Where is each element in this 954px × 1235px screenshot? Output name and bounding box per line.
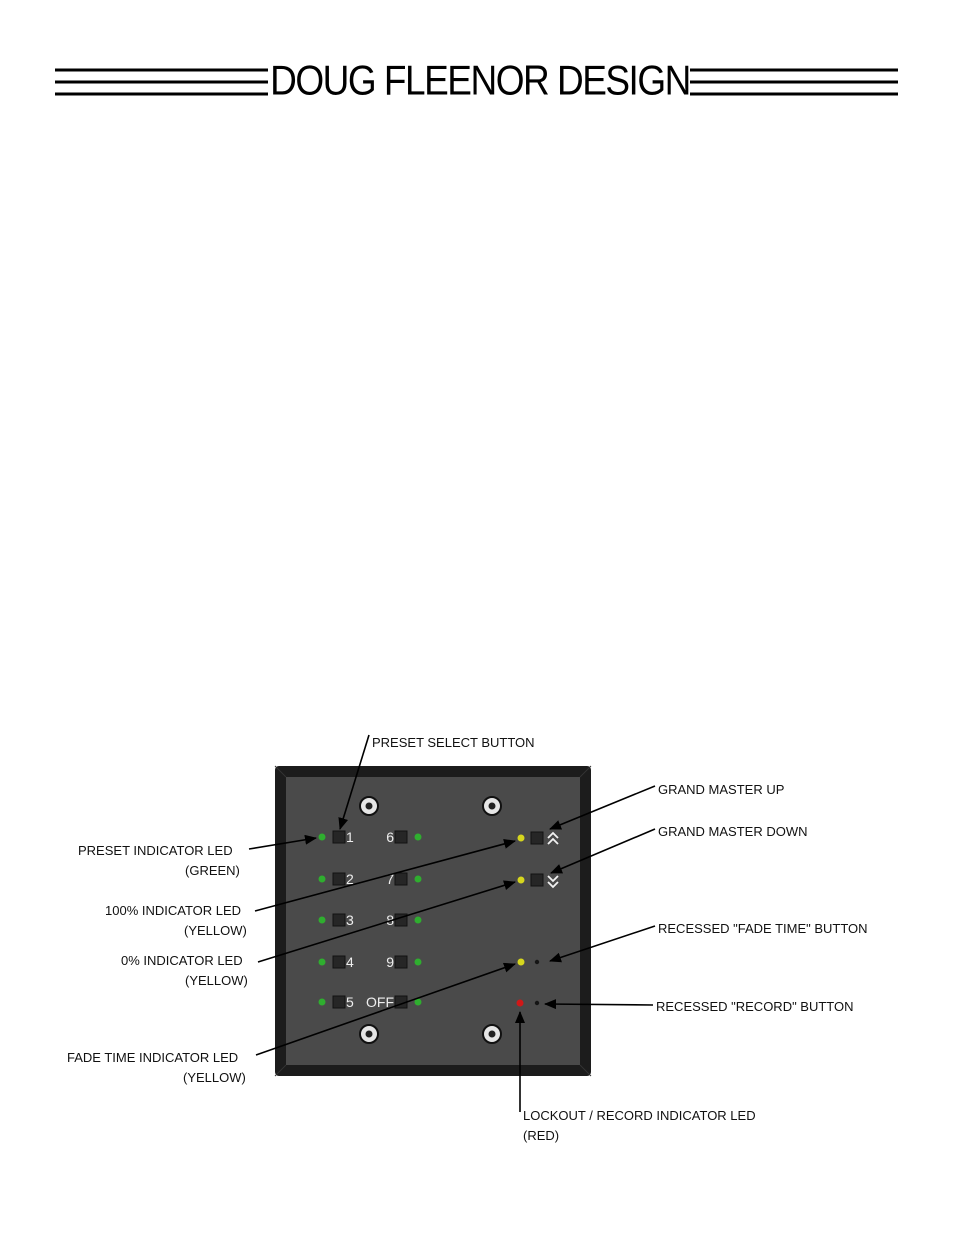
screw-icon	[483, 797, 501, 815]
label-grand-master-up: GRAND MASTER UP	[658, 782, 785, 797]
preset-led-green	[415, 834, 422, 841]
label-zero-indicator-led: 0% INDICATOR LED	[121, 953, 243, 968]
label-grand-master-down: GRAND MASTER DOWN	[658, 824, 808, 839]
screw-icon	[483, 1025, 501, 1043]
preset-label-2: 2	[346, 871, 354, 887]
preset-led-green	[319, 999, 326, 1006]
preset-button-7[interactable]	[395, 873, 407, 885]
label-lockout-record-color: (RED)	[523, 1128, 560, 1143]
preset-button-6[interactable]	[395, 831, 407, 843]
zero-indicator-led	[518, 877, 525, 884]
preset-button-9[interactable]	[395, 956, 407, 968]
preset-label-4: 4	[346, 954, 354, 970]
label-fade-time-indicator-led: FADE TIME INDICATOR LED	[67, 1050, 239, 1065]
plate-face	[286, 777, 580, 1065]
label-preset-indicator-led: PRESET INDICATOR LED	[78, 843, 233, 858]
full-indicator-led	[518, 835, 525, 842]
label-full-indicator-led: 100% INDICATOR LED	[105, 903, 242, 918]
preset-button-1[interactable]	[333, 831, 345, 843]
screw-icon	[360, 797, 378, 815]
label-preset-indicator-color: (GREEN)	[185, 863, 240, 878]
preset-led-green	[319, 834, 326, 841]
screw-icon	[360, 1025, 378, 1043]
grand-master-up-button[interactable]	[531, 832, 543, 844]
preset-label-off: OFF	[366, 994, 394, 1010]
preset-label-7: 7	[386, 871, 394, 887]
brand-title: DOUG FLEENOR DESIGN	[270, 57, 690, 104]
preset-button-2[interactable]	[333, 873, 345, 885]
arrow-record-button	[545, 1004, 653, 1005]
preset-button-3[interactable]	[333, 914, 345, 926]
preset-label-5: 5	[346, 994, 354, 1010]
grand-master-down-button[interactable]	[531, 874, 543, 886]
label-fade-time-indicator-color: (YELLOW)	[183, 1070, 246, 1085]
preset-led-green	[415, 917, 422, 924]
label-fade-time-button: RECESSED "FADE TIME" BUTTON	[658, 921, 868, 936]
label-record-button: RECESSED "RECORD" BUTTON	[656, 999, 854, 1014]
preset-label-3: 3	[346, 912, 354, 928]
label-preset-select-button: PRESET SELECT BUTTON	[372, 735, 535, 750]
preset-label-9: 9	[386, 954, 394, 970]
label-lockout-record-led: LOCKOUT / RECORD INDICATOR LED	[523, 1108, 756, 1123]
fade-time-indicator-led	[518, 959, 525, 966]
preset-label-6: 6	[386, 829, 394, 845]
preset-led-green	[319, 917, 326, 924]
preset-led-green	[319, 876, 326, 883]
fade-time-recessed-button[interactable]	[535, 960, 539, 964]
preset-led-green	[415, 876, 422, 883]
preset-button-5[interactable]	[333, 996, 345, 1008]
preset-button-4[interactable]	[333, 956, 345, 968]
preset-led-green	[415, 959, 422, 966]
preset-label-8: 8	[386, 912, 394, 928]
record-recessed-button[interactable]	[535, 1001, 539, 1005]
preset-label-1: 1	[346, 829, 354, 845]
label-zero-indicator-color: (YELLOW)	[185, 973, 248, 988]
label-full-indicator-color: (YELLOW)	[184, 923, 247, 938]
preset-led-green	[319, 959, 326, 966]
lockout-record-led	[517, 1000, 524, 1007]
